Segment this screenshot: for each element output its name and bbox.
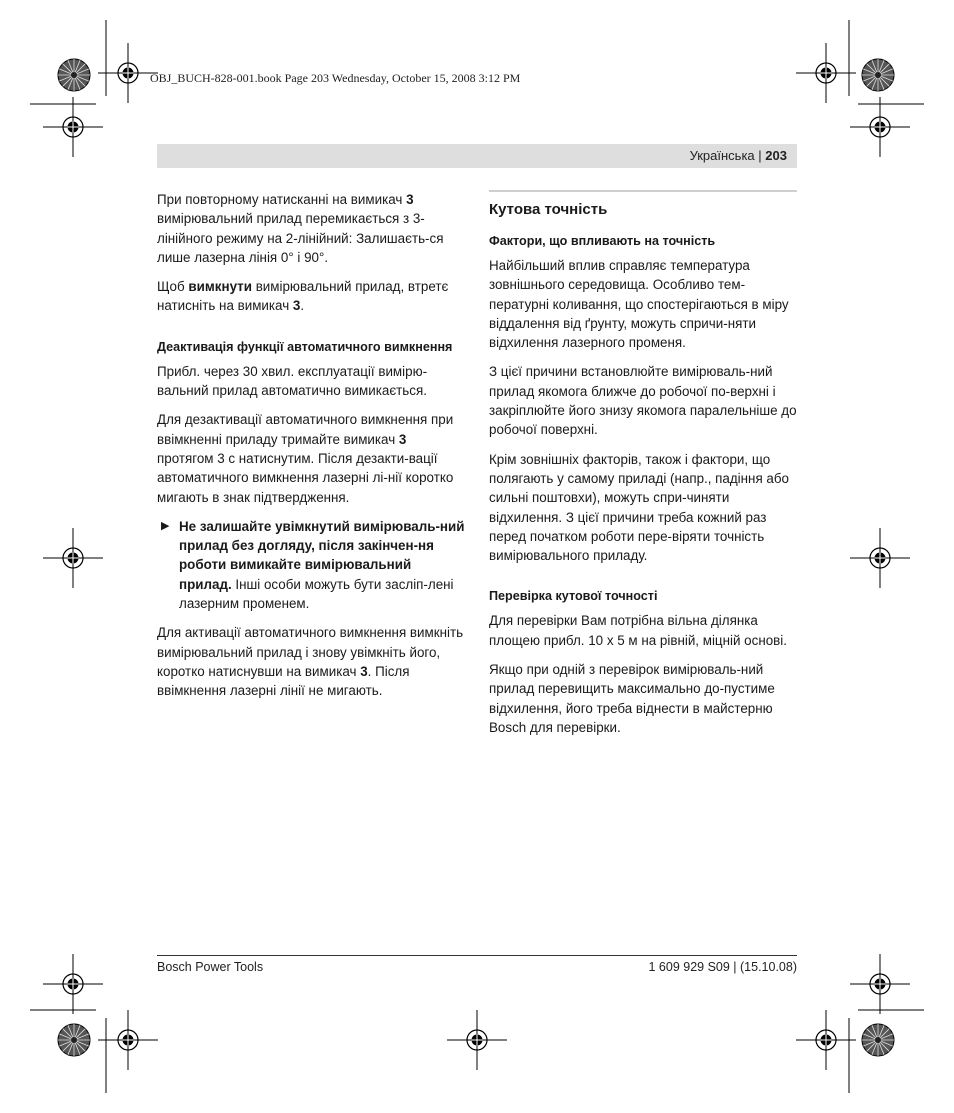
paragraph-auto-off-time: Прибл. через 30 хвил. експлуатації вимірю-вальний прилад автоматично вимикається. (157, 363, 428, 399)
heading-auto-off: Деактивація функції автоматичного вимкнення (157, 339, 453, 354)
warning-item (157, 517, 465, 613)
footer-doc-number: 1 609 929 S09 | (15.10.08) (648, 960, 797, 974)
paragraph-check-area: Для перевірки Вам потрібна вільна ділянка площею прибл. 10 x 5 м на рівній, міцній основі. (489, 613, 787, 648)
paragraph-mode-switch: При повторному натисканні на вимикач 3 вимірювальний прилад перемикається з 3-лінійного режиму на 2-лінійний: Залишаєть-ся лише лазерна лінія 0° і 90°. (157, 192, 444, 265)
paragraph-switch-off: Щоб вимкнути вимірювальний прилад, втретє натисніть на вимикач 3. (157, 279, 449, 314)
right-column (489, 190, 797, 747)
footer-rule (157, 955, 797, 956)
section-title: Кутова точність (489, 201, 608, 218)
heading-check: Перевірка кутової точності (489, 589, 658, 604)
print-info: OBJ_BUCH-828-001.book Page 203 Wednesday, October 15, 2008 3:12 PM (150, 71, 521, 85)
page-number: 203 (765, 148, 787, 163)
heading-factors: Фактори, що впливають на точність (489, 234, 716, 248)
left-column (157, 190, 465, 711)
paragraph-internal-factors: Крім зовнішніх факторів, також і фактори, що полягають у самому приладі (напр., падіння або сильні поштовхи), можуть спри-чиняти відхилення. З цієї причини треба кожний раз перед початком роботи пере-віряти точність вимірювального приладу. (489, 451, 789, 564)
paragraph-temperature: Найбільший вплив справляє температура зовнішнього середовища. Особливо тем-пературні коливання, що спостерігаються в міру віддалення від ґрунту, можуть спричи-няти відхилення лазерного променя. (489, 258, 789, 351)
paragraph-deactivate-auto-off: Для дезактивації автоматичного вимкнення при ввімкненні приладу тримайте вимикач 3 протягом 3 с натиснутим. Після дезакти-вації автоматичного вимкнення лазерні лі-нії коротко мигають в знак підтвердження. (157, 412, 454, 505)
paragraph-placement: З цієї причини встановлюйте вимірюваль-ний прилад якомога ближче до робочої по-верхні і закріплюйте його знизу якомога паралельніше до робочої поверхні. (489, 364, 797, 438)
header-separator: | (758, 148, 762, 163)
section-rule (489, 190, 797, 192)
paragraph-service: Якщо при одній з перевірок вимірюваль-ний прилад перевищить максимально до-пустиме відхилення, його треба віднести в майстерню Bosch для перевірки. (489, 662, 775, 735)
arrow-bullet-icon: ▶ (161, 519, 170, 532)
warning-bold: Не залишайте увімкнутий вимірюваль-ний прилад без догляду, після закінчен-ня роботи вимикайте вимірювальний прилад. (179, 518, 465, 592)
warning-text: Інші особи можуть бути засліп-лені лазерним променем. (179, 576, 454, 612)
header-language: Українська (689, 148, 755, 163)
header-text (690, 148, 787, 163)
page-header (157, 144, 797, 168)
paragraph-activate-auto-off: Для активації автоматичного вимкнення вимкніть вимірювальний прилад і знову увімкніть його, коротко натиснувши на вимикач 3. Після ввімкнення лазерні лінії не мигають. (157, 625, 464, 699)
footer-brand: Bosch Power Tools (157, 960, 264, 974)
